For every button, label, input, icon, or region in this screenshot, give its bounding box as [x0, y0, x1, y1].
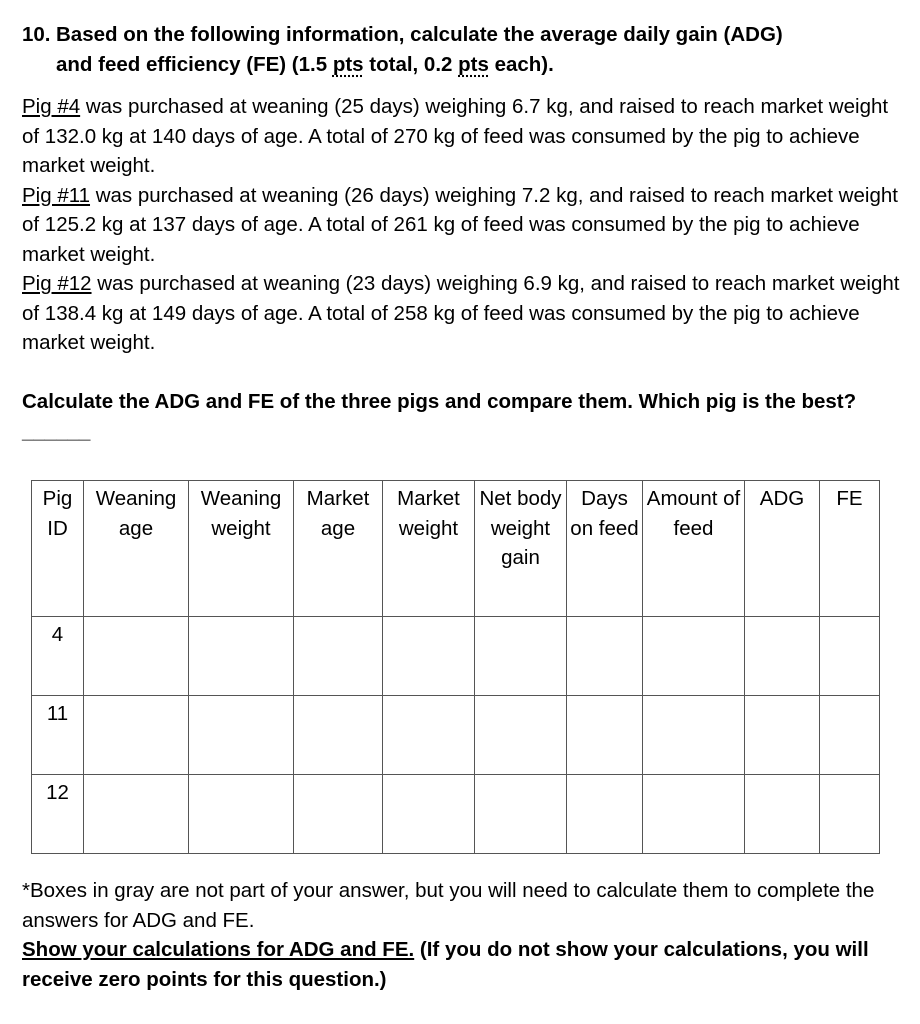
header-pig-id: Pig ID [32, 481, 84, 617]
answer-cell[interactable] [383, 617, 475, 696]
header-weaning-age: Weaning age [84, 481, 189, 617]
answer-cell[interactable] [643, 775, 745, 854]
answer-cell[interactable] [84, 696, 189, 775]
answer-cell[interactable] [745, 617, 820, 696]
show-calculations-warning [22, 935, 902, 994]
table-row [32, 775, 880, 854]
pig-11-label: Pig #11 [22, 183, 91, 207]
header-market-age: Market age [294, 481, 383, 617]
header-net-gain: Net body weight gain [475, 481, 567, 617]
question-title-line1: Based on the following information, calculate the average daily gain (ADG) [56, 23, 783, 46]
header-days-on-feed: Days on feed [567, 481, 643, 617]
answer-cell[interactable] [820, 696, 880, 775]
answer-cell[interactable] [383, 775, 475, 854]
answer-cell[interactable] [820, 617, 880, 696]
answer-cell[interactable] [567, 696, 643, 775]
header-amount-of-feed: Amount of feed [643, 481, 745, 617]
pig-id-cell: 12 [32, 775, 84, 854]
table-row [32, 617, 880, 696]
answer-cell[interactable] [745, 696, 820, 775]
answer-cell[interactable] [84, 775, 189, 854]
answer-cell[interactable] [189, 696, 294, 775]
answer-cell[interactable] [189, 775, 294, 854]
answer-cell[interactable] [475, 696, 567, 775]
header-weaning-weight: Weaning weight [189, 481, 294, 617]
calculation-question: Calculate the ADG and FE of the three pigs and compare them. Which pig is the best? ______ [22, 390, 857, 443]
pig-information [22, 92, 902, 358]
answer-cell[interactable] [475, 617, 567, 696]
pig-12-description: Pig #12 was purchased at weaning (23 days) weighing 6.9 kg, and raised to reach market weight of 138.4 kg at 149 days of age. A total of 258 kg of feed was consumed by the pig to achieve market weight. [22, 272, 900, 354]
zero-points-text: (If you do not show your calculations, you will receive zero points for this question.) [22, 938, 869, 991]
answer-cell[interactable] [84, 617, 189, 696]
show-calculations-text: Show your calculations for ADG and FE. [22, 938, 415, 961]
header-fe: FE [820, 481, 880, 617]
pig-11-description: Pig #11 was purchased at weaning (26 days) weighing 7.2 kg, and raised to reach market weight of 125.2 kg at 137 days of age. A total of 261 kg of feed was consumed by the pig to achieve market weight. [22, 183, 898, 266]
header-adg: ADG [745, 481, 820, 617]
pig-id-cell: 11 [32, 696, 84, 775]
pig-4-description: Pig #4 was purchased at weaning (25 days) weighing 6.7 kg, and raised to reach market weight of 132.0 kg at 140 days of age. A total of 270 kg of feed was consumed by the pig to achieve market weight. [22, 95, 889, 177]
question-number: 10. [22, 23, 51, 46]
answer-cell[interactable] [294, 775, 383, 854]
footer-notes [22, 876, 902, 994]
points-word: pts [332, 53, 364, 76]
answer-cell[interactable] [189, 617, 294, 696]
question-title [22, 20, 902, 80]
answer-cell[interactable] [567, 775, 643, 854]
table-header-row [32, 481, 880, 617]
answer-cell[interactable] [643, 617, 745, 696]
answer-cell[interactable] [745, 775, 820, 854]
gray-boxes-note: *Boxes in gray are not part of your answer, but you will need to calculate them to complete the answers for ADG and FE. [22, 879, 875, 932]
header-market-weight: Market weight [383, 481, 475, 617]
answer-cell[interactable] [383, 696, 475, 775]
answer-cell[interactable] [294, 696, 383, 775]
question-title-line2: and feed efficiency (FE) (1.5 pts total, 0.2 pts each). [56, 53, 554, 76]
table-row [32, 696, 880, 775]
answer-cell[interactable] [820, 775, 880, 854]
pig-12-label: Pig #12 [22, 272, 92, 295]
answer-cell[interactable] [294, 617, 383, 696]
pig-4-label: Pig #4 [22, 95, 81, 118]
points-word: pts [458, 53, 489, 76]
answer-cell[interactable] [643, 696, 745, 775]
answer-cell[interactable] [475, 775, 567, 854]
pig-id-cell: 4 [32, 617, 84, 696]
answer-table [31, 480, 880, 854]
answer-cell[interactable] [567, 617, 643, 696]
